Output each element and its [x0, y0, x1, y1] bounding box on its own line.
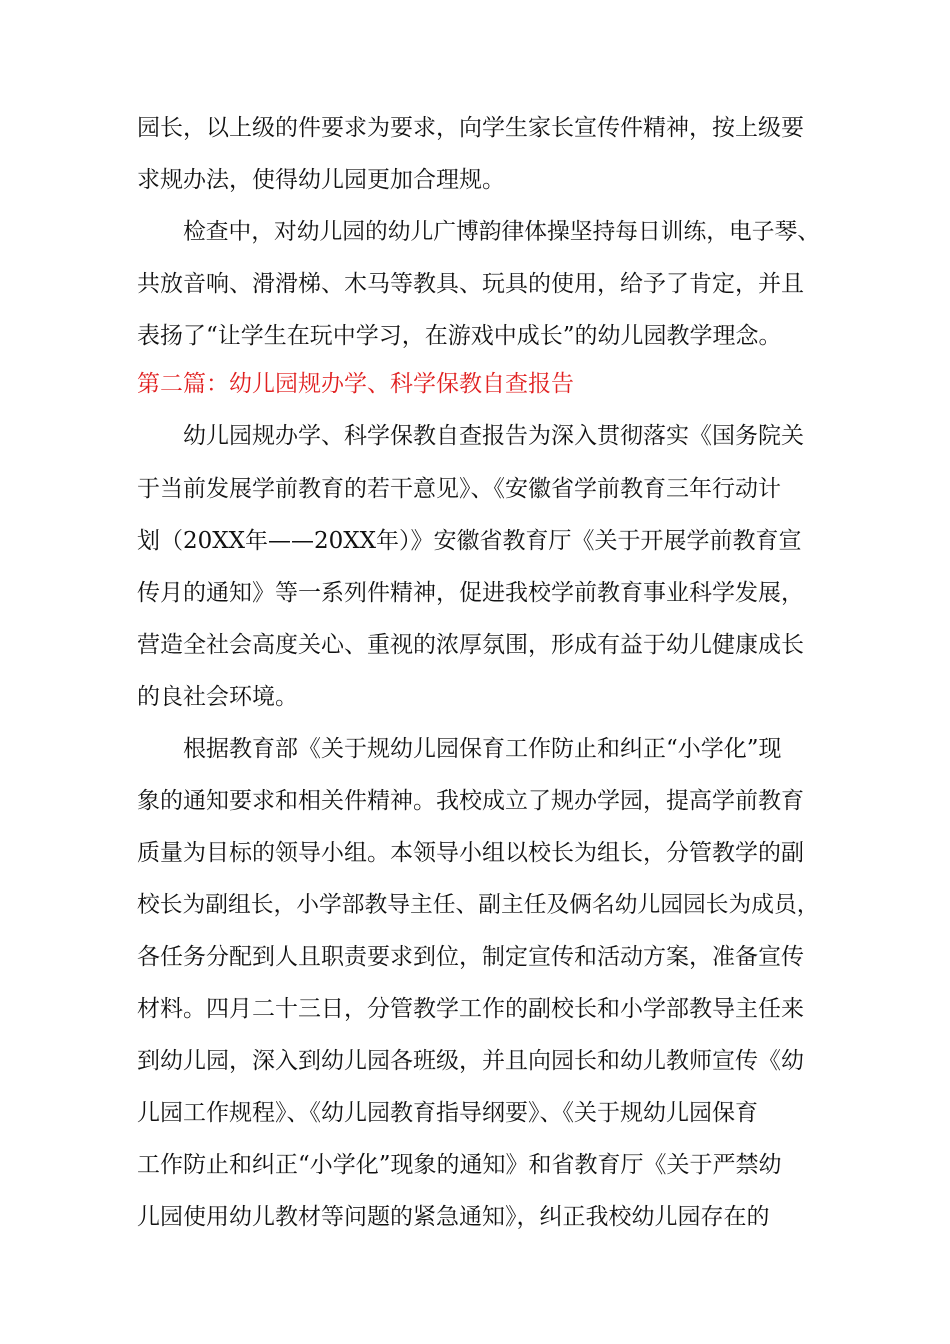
text-line: 传月的通知》等一系列件精神，促进我校学前教育事业科学发展， — [137, 580, 804, 606]
text-line: 于当前发展学前教育的若干意见》、《安徽省学前教育三年行动计 — [137, 476, 781, 502]
text-line: 到幼儿园，深入到幼儿园各班级，并且向园长和幼儿教师宣传《幼 — [137, 1048, 804, 1074]
text-line: 的良社会环境。 — [137, 684, 298, 710]
text-line: 表扬了“让学生在玩中学习，在游戏中成长”的幼儿园教学理念。 — [137, 323, 782, 349]
text-line: 象的通知要求和相关件精神。我校成立了规办学园，提高学前教育 — [137, 788, 804, 814]
text-line: 园长，以上级的件要求为要求，向学生家长宣传件精神，按上级要 — [137, 115, 804, 141]
section-heading: 第二篇：幼儿园规办学、科学保教自查报告 — [137, 371, 574, 397]
text-line: 求规办法，使得幼儿园更加合理规。 — [137, 167, 505, 193]
text-line: 校长为副组长，小学部教导主任、副主任及俩名幼儿园园长为成员， — [137, 892, 820, 918]
text-line: 营造全社会高度关心、重视的浓厚氛围，形成有益于幼儿健康成长 — [137, 632, 804, 658]
paragraph-first-line: 幼儿园规办学、科学保教自查报告为深入贯彻落实《国务院关 — [183, 423, 804, 449]
text-line: 共放音响、滑滑梯、木马等教具、玩具的使用，给予了肯定，并且 — [137, 271, 804, 297]
text-line: 质量为目标的领导小组。本领导小组以校长为组长，分管教学的副 — [137, 840, 804, 866]
text-line: 材料。四月二十三日，分管教学工作的副校长和小学部教导主任来 — [137, 996, 804, 1022]
text-line: 儿园使用幼儿教材等问题的紧急通知》，纠正我校幼儿园存在的 — [137, 1204, 770, 1230]
text-line: 儿园工作规程》、《幼儿园教育指导纲要》、《关于规幼儿园保育 — [137, 1100, 758, 1126]
paragraph-first-line: 检查中，对幼儿园的幼儿广博韵律体操坚持每日训练，电子琴、 — [183, 219, 820, 245]
text-line: 划（20XX年——20XX年）》安徽省教育厅《关于开展学前教育宣 — [137, 528, 802, 554]
paragraph-first-line: 根据教育部《关于规幼儿园保育工作防止和纠正“小学化”现 — [183, 736, 782, 762]
text-line: 各任务分配到人且职责要求到位，制定宣传和活动方案，准备宣传 — [137, 944, 804, 970]
text-line: 工作防止和纠正“小学化”现象的通知》和省教育厅《关于严禁幼 — [137, 1152, 782, 1178]
